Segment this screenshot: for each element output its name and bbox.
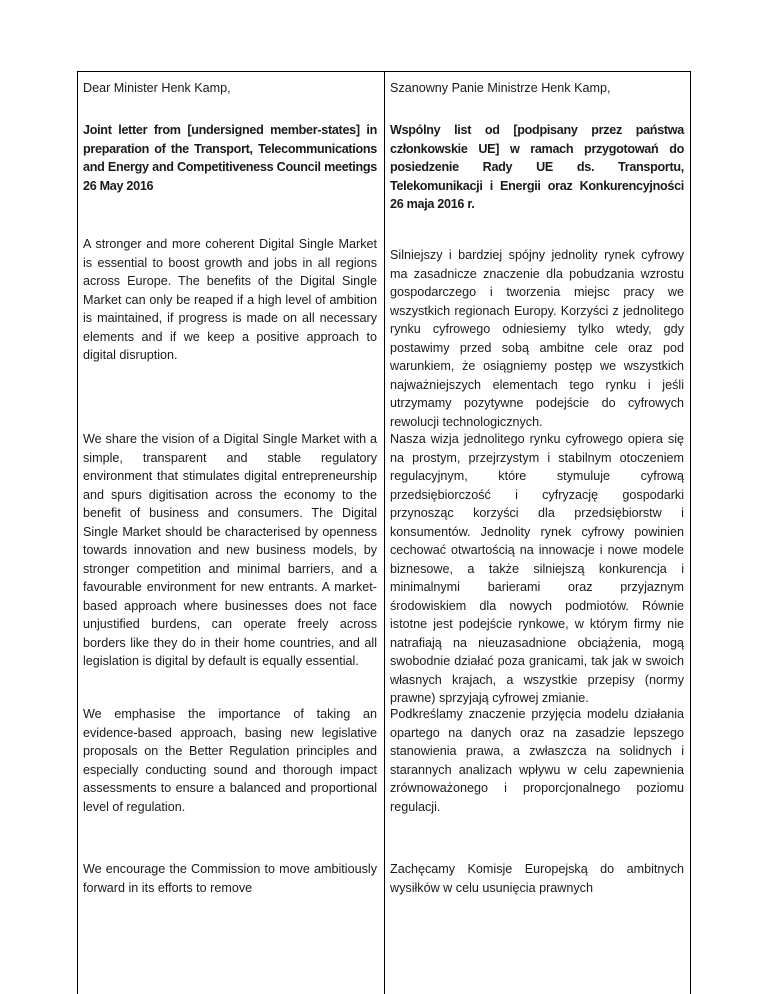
- polish-paragraph-4: Zachęcamy Komisje Europejską do ambitnych wysiłków w celu usunięcia prawnych: [390, 862, 684, 895]
- english-paragraph-4: We encourage the Commission to move ambitiously forward in its efforts to remove: [83, 862, 377, 895]
- english-paragraph-1: A stronger and more coherent Digital Single Market is essential to boost growth and jobs in all regions across Europe. The benefits of the Digital Single Market can only be reaped if a high level of ambition is maintained, if progress is made on all necessary elements and if we keep a positive approach to digital disruption.: [83, 237, 377, 362]
- polish-paragraph-3: Podkreślamy znaczenie przyjęcia modelu działania opartego na danych oraz na zasadzie lepszego stanowienia prawa, a zwłaszcza na solidnych i starannych analizach wpływu w celu zapewnienia zrównoważonego i proporcjonalnego poziomu regulacji.: [390, 707, 684, 814]
- english-heading: Joint letter from [undersigned member-states] in preparation of the Transport, Telecommunications and Energy and Competitiveness Council meetings 26 May 2016: [83, 123, 377, 193]
- english-paragraph-2: We share the vision of a Digital Single Market with a simple, transparent and stable regulatory environment that stimulates digital entrepreneurship and spurs digitisation across the economy to the benefit of business and consumers. The Digital Single Market should be characterised by openness towards innovation and new business models, by stronger competition and minimal barriers, and a favourable environment for new entrants. A market-based approach where businesses does not face unjustified burdens, can operate freely across borders like they do in their home countries, and all legislation is digital by default is equally essential.: [83, 432, 377, 668]
- polish-heading: Wspólny list od [podpisany przez państwa członkowskie UE] w ramach przygotowań do posiedzenie Rady UE ds. Transportu, Telekomunikacji i Energii oraz Konkurencyjności 26 maja 2016 r.: [390, 123, 684, 211]
- english-column: [78, 72, 384, 994]
- english-paragraph-3: We emphasise the importance of taking an evidence-based approach, basing new legislative proposals on the Better Regulation principles and especially conducting sound and thorough impact assessments to ensure a balanced and proportional level of regulation.: [83, 707, 377, 814]
- polish-salutation: Szanowny Panie Ministrze Henk Kamp,: [390, 81, 611, 95]
- polish-column: [384, 72, 690, 994]
- polish-paragraph-1: Silniejszy i bardziej spójny jednolity rynek cyfrowy ma zasadnicze znaczenie dla pobudzania wzrostu gospodarczego i tworzenia miejsc pracy we wszystkich regionach Europy. Korzyści z jednolitego rynku cyfrowego odniesiemy tylko wtedy, gdy postawimy przed sobą ambitne cele oraz pod warunkiem, że osiągniemy postęp we wszystkich najważniejszych elementach tego rynku i jeśli utrzymamy pozytywne podejście do cyfrowych rewolucji technologicznych.: [390, 248, 684, 429]
- polish-paragraph-2: Nasza wizja jednolitego rynku cyfrowego opiera się na prostym, przejrzystym i stabilnym otoczeniem regulacyjnym, które stymuluje cyfrową przedsiębiorczość i cyfryzację gospodarki przynosząc korzyści dla przedsiębiorstw i konsumentów. Jednolity rynek cyfrowy powinien cechować otwartością na innowacje i nowe modele biznesowe, a także silniejszą konkurencja i minimalnymi barierami oraz przyjaznym środowiskiem dla nowych podmiotów. Równie istotne jest podejście rynkowe, w którym firmy nie natrafiają na nieuzasadnione obciążenia, mogą swobodnie działać poza granicami, tak jak w swoich własnych krajach, a wszystkie przepisy (normy prawne) sprzyjają cyfrowej zmianie.: [390, 432, 684, 705]
- english-salutation: Dear Minister Henk Kamp,: [83, 81, 231, 95]
- bilingual-letter-table: [77, 71, 691, 994]
